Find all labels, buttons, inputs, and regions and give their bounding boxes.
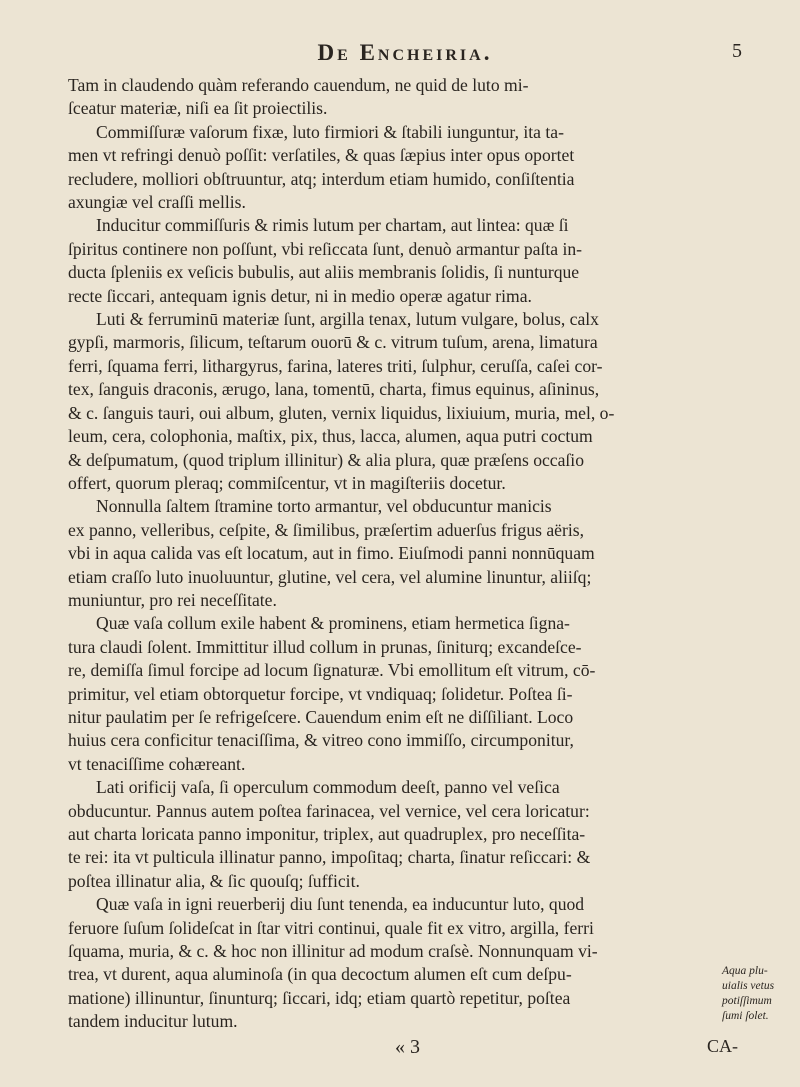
- paragraph: Lati orificij vaſa, ſi operculum commodum deeſt, panno vel veſica obducuntur. Pannus autem poſtea farinacea, vel vernice, vel cera loricatur: aut charta loricata panno imponitur, triplex, aut quadruplex, pro neceſſita- te rei: ita vt pulticula illinatur panno, impoſitaq; charta, ſinatur reſiccari: & poſtea illinatur alia, & ſic quouſq; ſufficit.: [68, 777, 591, 891]
- page-number: 5: [732, 40, 742, 62]
- body-text: [68, 74, 742, 1034]
- marginal-note: Aqua plu- uialis vetus potiſſimum ſumi ſolet.: [722, 965, 775, 1022]
- paragraph: Nonnulla ſaltem ſtramine torto armantur, vel obducuntur manicis ex panno, velleribus, ceſpite, & ſimilibus, præſertim aduerſus frigus aëris, vbi in aqua calida vas eſt locatum, aut in fimo. Eiuſmodi panni nonnūquam etiam craſſo luto inuoluuntur, glutine, vel cera, vel alumine linuntur, aliiſq; muniuntur, pro rei neceſſitate.: [68, 496, 595, 610]
- paragraph: Commiſſuræ vaſorum fixæ, luto firmiori & ſtabili iunguntur, ita ta- men vt refringi denuò poſſit: verſatiles, & quas ſæpius inter opus oportet recludere, molliori obſtruuntur, atq; interdum etiam humido, conſiſtentia axungiæ vel craſſi mellis.: [68, 121, 575, 213]
- running-title: De Encheiria.: [317, 40, 493, 65]
- paragraph: Inducitur commiſſuris & rimis lutum per chartam, aut lintea: quæ ſi ſpiritus continere non poſſunt, vbi reſiccata ſunt, denuò armantur paſta in- ducta ſpleniis ex veſicis bubulis, aut aliis membranis ſolidis, ſi nunturque recte ſiccari, antequam ignis detur, ni in medio operæ agatur rima.: [68, 215, 582, 306]
- running-head: [68, 40, 742, 74]
- paragraph: Tam in claudendo quàm referando cauendum, ne quid de luto mi- ſceatur materiæ, niſi ea ſit proiectilis.: [68, 75, 529, 119]
- paragraph: Quæ vaſa collum exile habent & prominens, etiam hermetica ſigna- tura claudi ſolent. Immittitur illud collum in prunas, ſiniturq; excandeſce- re, demiſſa ſimul forcipe ad locum ſignaturæ. Vbi emollitum eſt vitrum, cō- primitur, vel etiam obtorquetur forcipe, vt vndiquaq; ſolidetur. Poſtea ſi- nitur paulatim per ſe refrigeſcere. Cauendum enim eſt ne diſſiliant. Loco huius cera conficitur tenaciſſima, & vitreo cono immiſſo, circumponitur, vt tenaciſſime cohæreant.: [68, 613, 596, 774]
- paragraph: Quæ vaſa in igni reuerberij diu ſunt tenenda, ea inducuntur luto, quod feruore ſuſum ſolideſcat in ſtar vitri continui, quale fit ex vitro, argilla, ferri ſquama, muria, & c. & hoc non illinitur ad modum craſsè. Nonnunquam vi- trea, vt durent, aqua aluminoſa (in qua decoctum alumen eſt cum deſpu- matione) illinuntur, ſinunturq; ſiccari, idq; etiam quartò repetitur, poſtea tandem inducitur lutum.: [68, 894, 598, 1032]
- paragraph: Luti & ferruminū materiæ ſunt, argilla tenax, lutum vulgare, bolus, calx gypſi, marmoris, ſilicum, teſtarum ouorū & c. vitrum tuſum, arena, limatura ferri, ſquama ferri, lithargyrus, farina, lateres triti, ſulphur, ceruſſa, caſei cor- tex, ſanguis draconis, ærugo, lana, tomentū, charta, fimus equinus, aſininus, & c. ſanguis tauri, oui album, gluten, vernix liquidus, lixiuium, muria, mel, o- leum, cera, colophonia, maſtix, pix, thus, lacca, alumen, aqua putri coctum & deſpumatum, (quod triplum illinitur) & alia plura, quæ præſens occaſio offert, quorum pleraq; commiſcentur, vt in magiſteriis docetur.: [68, 309, 615, 493]
- page-footer: [0, 1036, 800, 1066]
- signature-mark: « 3: [395, 1036, 420, 1058]
- catchword: CA-: [707, 1036, 738, 1056]
